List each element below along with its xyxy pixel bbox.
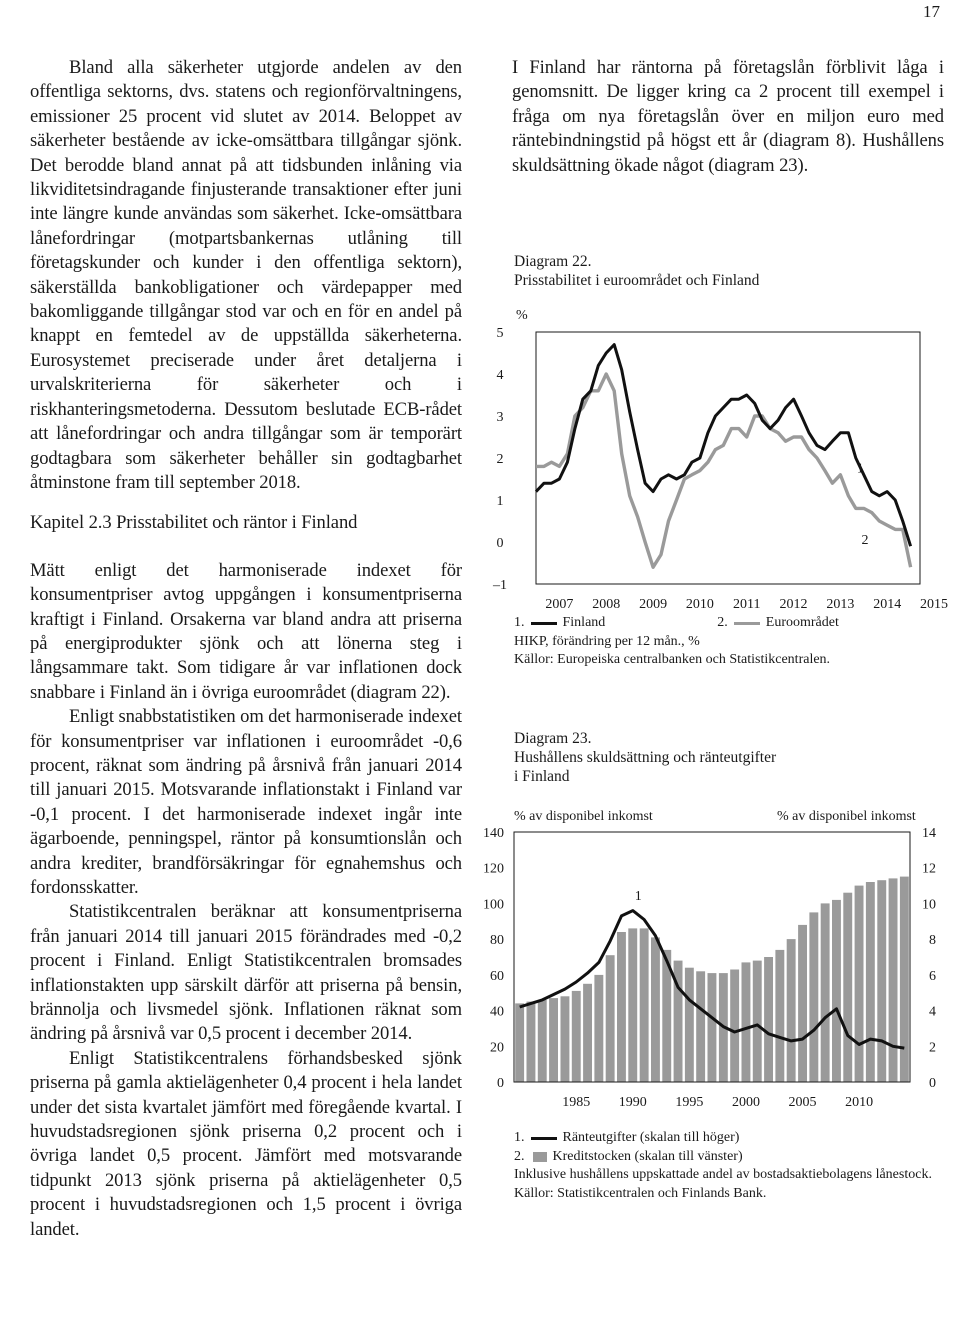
credit-stock-bar bbox=[583, 984, 592, 1082]
y-tick-label-right: 8 bbox=[929, 933, 936, 949]
x-tick-label: 2015 bbox=[920, 597, 949, 612]
x-tick-label: 2010 bbox=[685, 597, 714, 612]
x-tick-label: 1995 bbox=[675, 1095, 704, 1110]
credit-stock-bar bbox=[594, 975, 603, 1082]
diagram23-notes bbox=[514, 1129, 932, 1203]
euro-area-line-swatch bbox=[734, 622, 760, 625]
credit-stock-bar bbox=[753, 961, 762, 1082]
legend-num: 2. bbox=[717, 615, 728, 630]
x-tick-label: 2008 bbox=[592, 597, 621, 612]
legend-num: 1. bbox=[514, 1130, 525, 1145]
credit-stock-bar bbox=[538, 1000, 547, 1082]
y-tick-label-left: 100 bbox=[483, 897, 504, 913]
diagram22-note: HIKP, förändring per 12 mån., % bbox=[514, 633, 700, 649]
x-tick-label: 2010 bbox=[845, 1095, 874, 1110]
y-tick-label-left: 0 bbox=[497, 1076, 504, 1091]
series-tag-finland: 1 bbox=[856, 461, 864, 477]
y-tick-label: 2 bbox=[496, 452, 504, 467]
diagram22-label: Diagram 22. bbox=[514, 253, 592, 270]
y-tick-label-right: 10 bbox=[922, 897, 936, 913]
credit-stock-bar bbox=[606, 955, 615, 1082]
credit-stock-bar bbox=[515, 1003, 524, 1082]
credit-stock-bar bbox=[821, 903, 830, 1082]
credit-stock-bar bbox=[730, 970, 739, 1083]
page-number: 17 bbox=[923, 2, 940, 21]
diagram23-left-unit: % av disponibel inkomst bbox=[514, 809, 653, 824]
diagram22-title: Prisstabilitet i euroområdet och Finland bbox=[514, 272, 760, 289]
y-tick-label-right: 6 bbox=[929, 968, 936, 984]
y-tick-label-left: 60 bbox=[490, 968, 504, 984]
legend-label-interest: Ränteutgifter (skalan till höger) bbox=[562, 1130, 740, 1145]
credit-stock-bar bbox=[708, 973, 717, 1082]
diagram23-title-block bbox=[514, 729, 776, 786]
x-tick-label: 2012 bbox=[779, 597, 808, 612]
diagram22-source: Källor: Europeiska centralbanken och Statistikcentralen. bbox=[514, 652, 831, 667]
credit-stock-bar bbox=[866, 882, 875, 1082]
y-tick-label: 3 bbox=[496, 410, 504, 425]
diagram22-notes bbox=[514, 614, 839, 670]
credit-stock-bar bbox=[640, 928, 649, 1082]
diagram22-title-block bbox=[514, 252, 759, 290]
credit-bar-swatch bbox=[533, 1152, 547, 1162]
y-tick-label-right: 4 bbox=[929, 1004, 936, 1020]
y-tick-label-left: 120 bbox=[483, 861, 504, 877]
y-tick-label-left: 20 bbox=[490, 1040, 504, 1056]
x-tick-label: 2005 bbox=[788, 1095, 817, 1110]
series-tag-euro-area: 2 bbox=[861, 533, 869, 549]
legend-num: 1. bbox=[514, 615, 525, 630]
body-paragraph: Enligt Statistikcentralens förhandsbesked sjönk priserna på gamla aktielägenheter 0,4 procent i hela landet under det sista kvartalet jämfört med föregående kvartal. I huvudstadsregionen sjönk priserna 0,2 procent och i övriga landet 0,5 procent. Jämfört med motsvarande tidpunkt 2013 sjönk priserna på aktielägenheter 0,5 procent i huvudstadsregionen och 1,5 procent i övriga landet. bbox=[30, 1047, 462, 1240]
diagram22-legend bbox=[514, 614, 839, 633]
credit-stock-bar bbox=[617, 932, 626, 1082]
credit-stock-bar bbox=[900, 877, 909, 1082]
credit-stock-bar bbox=[685, 968, 694, 1082]
x-tick-label: 1985 bbox=[562, 1095, 591, 1110]
x-tick-label: 2009 bbox=[639, 597, 668, 612]
finland-line-swatch bbox=[531, 622, 557, 625]
credit-stock-bar bbox=[527, 1002, 536, 1082]
diagram23-chart bbox=[474, 800, 954, 1120]
credit-stock-bar bbox=[798, 925, 807, 1082]
credit-stock-bar bbox=[775, 950, 784, 1082]
body-paragraph: Enligt snabbstatistiken om det harmoniserade indexet för konsumentpriser var inflationen i euroområdet -0,6 procent, räknat som ändring på årsnivå från januari 2014 till januari 2015. Motsvarande inflationstakt i Finland var -0,1 procent. I det harmoniserade indexet ingår inte ägarboende, penningspel, räntor på konsumtionslån och andra krediter, brandförsäkringar för egnahemshus och fordonsskatter. bbox=[30, 706, 462, 898]
x-tick-label: 2007 bbox=[545, 597, 574, 612]
y-tick-label-left: 80 bbox=[490, 933, 504, 949]
diagram23-note: Inklusive hushållens uppskattade andel av bostadsaktiebolagens lånestock. bbox=[514, 1167, 932, 1182]
x-tick-label: 2013 bbox=[826, 597, 855, 612]
diagram23-right-unit: % av disponibel inkomst bbox=[777, 809, 916, 824]
y-tick-label: 5 bbox=[496, 326, 504, 341]
legend-label-finland: Finland bbox=[562, 615, 606, 630]
credit-stock-bar bbox=[572, 991, 581, 1082]
diagram23-source: Källor: Statistikcentralen och Finlands Bank. bbox=[514, 1185, 767, 1201]
body-paragraph: Statistikcentralen beräknar att konsumentpriserna från januari 2014 till januari 2015 förändrades med -0,2 procent i Finland. Enligt Statistikcentralen bromsades inflationstakten upp särskilt därför att priserna på bensin, brännolja och livsmedel sjönk. Inflationen räknat som ändring på årsnivå var 0,5 procent i december 2014. bbox=[30, 901, 462, 1045]
credit-stock-bar bbox=[764, 957, 773, 1082]
diagram22-unit: % bbox=[516, 308, 528, 323]
diagram23-label: Diagram 23. bbox=[514, 730, 592, 747]
y-tick-label-left: 40 bbox=[490, 1004, 504, 1020]
credit-stock-bar bbox=[843, 893, 852, 1082]
y-tick-label: 4 bbox=[496, 368, 504, 383]
credit-stock-bar bbox=[855, 886, 864, 1082]
left-column bbox=[30, 56, 462, 1242]
y-tick-label: –1 bbox=[493, 578, 507, 593]
credit-stock-bar bbox=[809, 912, 818, 1082]
x-tick-label: 2000 bbox=[731, 1095, 760, 1110]
y-tick-label: 0 bbox=[496, 536, 504, 551]
x-tick-label: 1990 bbox=[618, 1095, 647, 1110]
credit-stock-bar bbox=[628, 928, 637, 1082]
body-paragraph: I Finland har räntorna på företagslån förblivit låga i genomsnitt. De ligger kring ca 2 procent till exempel i fråga om nya företagslån över en miljon euro med räntebindningstid på högst ett år (diagram 8). Hushållens skuldsättning ökade något (diagram 23). bbox=[512, 57, 944, 176]
credit-stock-bar bbox=[561, 996, 570, 1082]
y-tick-label-right: 2 bbox=[929, 1040, 936, 1056]
legend-num: 2. bbox=[514, 1148, 525, 1164]
body-paragraph: Mätt enligt det harmoniserade indexet för konsumentpriser avtog uppgången i konsumentpriserna kraftigt i Finland. Orsakerna var bland andra att priserna på energiprodukter sjönk och att lönerna steg i långsammare takt. Som tidigare år var inflationen dock snabbare i Finland än i övriga euroområdet (diagram 22). bbox=[30, 559, 462, 703]
euro-area-series-line bbox=[536, 374, 911, 567]
credit-stock-bar bbox=[787, 939, 796, 1082]
diagram23-title-line1: Hushållens skuldsättning och ränteutgifter bbox=[514, 749, 777, 766]
y-tick-label: 1 bbox=[496, 494, 504, 509]
right-column bbox=[512, 56, 944, 178]
credit-stock-bar bbox=[742, 962, 751, 1082]
body-paragraph: Bland alla säkerheter utgjorde andelen av den offentliga sektorns, dvs. statens och regionförvaltningens, emissioner 25 procent vid slutet av 2014. Beloppet av säkerheter bestående av icke-omsättbara tillgångar sjönk. Det berodde bland annat på att tidsbunden inlåning via likviditetsindragande finjusterande transaktioner efter juni inte längre kunde användas som säkerhet. Icke-omsättbara lånefordringar (motpartsbankernas utlåning till företagskunder och kunder i den offentliga sektorn), säkerställda bankobligationer och värdepapper med bakomliggande tillgångar stod var och en för en andel på knappt en femtedel av de uppställda säkerheterna. Eurosystemet preciserade under året detaljerna i urvalskriterierna för säkerheter och i riskhanteringsmetoderna. Dessutom beslutade ECB-rådet att lånefordringar och andra tillgångar som är temporärt godtagbara som säkerheter behåller sin godtagbarhet åtminstone fram till september 2018. bbox=[30, 57, 462, 493]
y-tick-label-right: 12 bbox=[922, 861, 936, 877]
diagram23-legend-item-1 bbox=[514, 1129, 932, 1148]
x-tick-label: 2011 bbox=[732, 597, 761, 612]
diagram22-chart bbox=[480, 300, 949, 612]
x-tick-label: 2014 bbox=[873, 597, 902, 612]
chapter-heading: Kapitel 2.3 Prisstabilitet och räntor i Finland bbox=[30, 512, 358, 534]
credit-stock-bar bbox=[651, 937, 660, 1082]
credit-stock-bar bbox=[889, 878, 898, 1082]
credit-stock-bar bbox=[832, 900, 841, 1082]
y-tick-label-left: 140 bbox=[483, 826, 504, 841]
y-tick-label-right: 0 bbox=[929, 1076, 936, 1091]
credit-stock-bar bbox=[877, 880, 886, 1082]
interest-line-swatch bbox=[531, 1137, 557, 1140]
legend-label-credit: Kreditstocken (skalan till vänster) bbox=[552, 1148, 743, 1164]
series-tag-interest: 1 bbox=[634, 888, 642, 904]
credit-stock-bar bbox=[696, 971, 705, 1082]
y-tick-label-right: 14 bbox=[922, 826, 936, 841]
diagram23-title-line2: i Finland bbox=[514, 768, 570, 785]
legend-label-euro-area: Euroområdet bbox=[765, 615, 839, 630]
diagram23-legend-item-2 bbox=[514, 1148, 932, 1167]
credit-stock-bar bbox=[549, 998, 558, 1082]
